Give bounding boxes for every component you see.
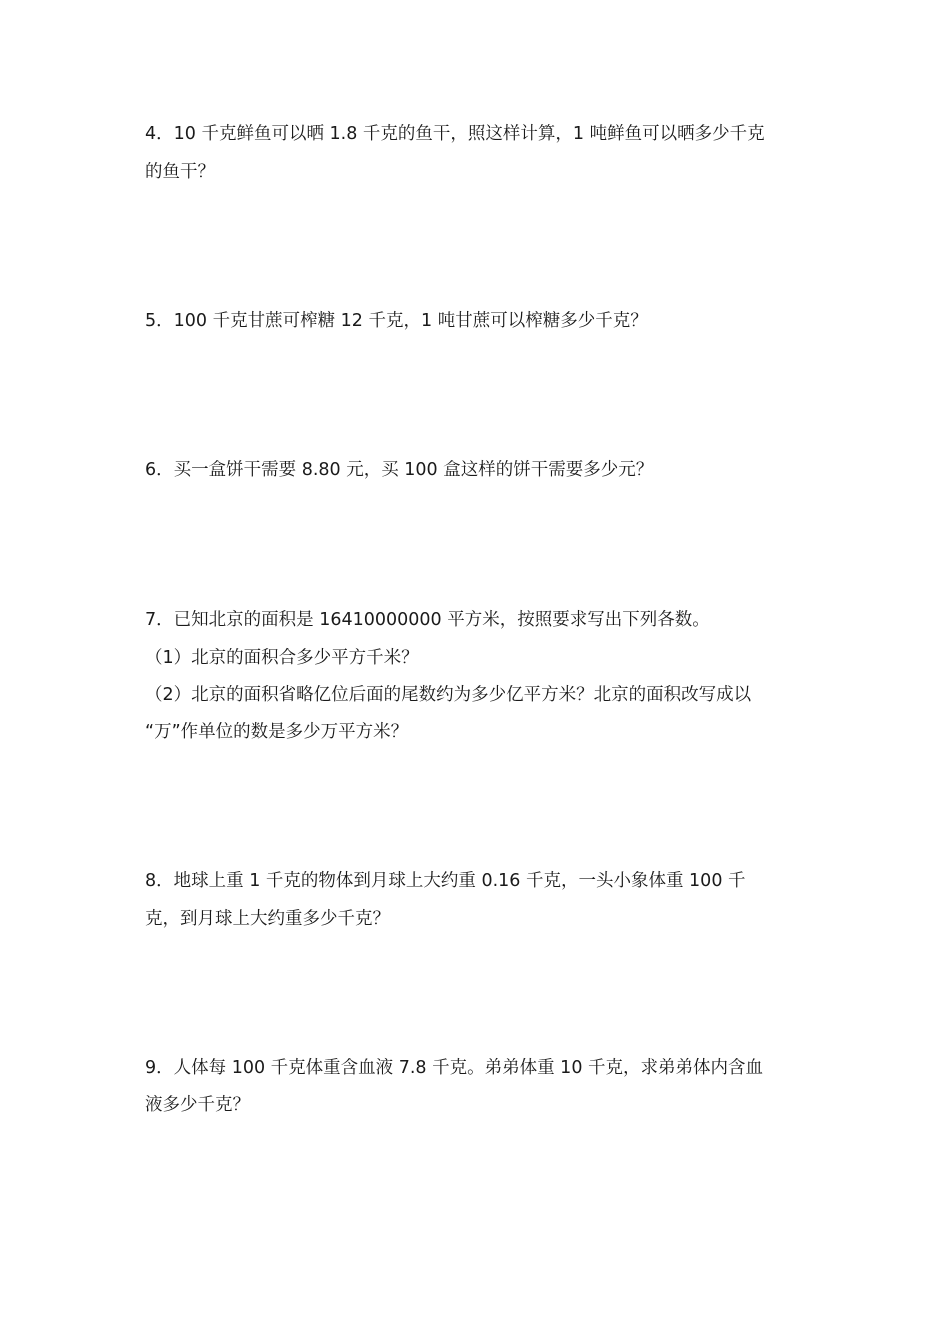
question-9-line-1: 9．人体每 100 千克体重含血液 7.8 千克。弟弟体重 10 千克，求弟弟体内含血 <box>145 1058 764 1078</box>
question-4-line-1: 4．10 千克鲜鱼可以晒 1.8 千克的鱼干，照这样计算，1 吨鲜鱼可以晒多少千克 <box>145 124 765 144</box>
question-4-line-2: 的鱼干？ <box>145 162 215 182</box>
question-7-line-2: （1）北京的面积合多少平方千米？ <box>145 648 419 668</box>
question-8-line-1: 8．地球上重 1 千克的物体到月球上大约重 0.16 千克，一头小象体重 100 千 <box>145 871 746 891</box>
question-6-line-1: 6．买一盒饼干需要 8.80 元，买 100 盒这样的饼干需要多少元？ <box>145 460 654 480</box>
question-8-line-2: 克，到月球上大约重多少千克？ <box>145 909 390 929</box>
question-9-line-2: 液多少千克？ <box>145 1095 250 1115</box>
question-7-line-4: “万”作单位的数是多少万平方米？ <box>145 722 409 742</box>
question-7-line-3: （2）北京的面积省略亿位后面的尾数约为多少亿平方米？北京的面积改写成以 <box>145 685 752 705</box>
question-5-line-1: 5．100 千克甘蔗可榨糖 12 千克，1 吨甘蔗可以榨糖多少千克？ <box>145 311 648 331</box>
question-7-line-1: 7．已知北京的面积是 16410000000 平方米，按照要求写出下列各数。 <box>145 610 710 630</box>
